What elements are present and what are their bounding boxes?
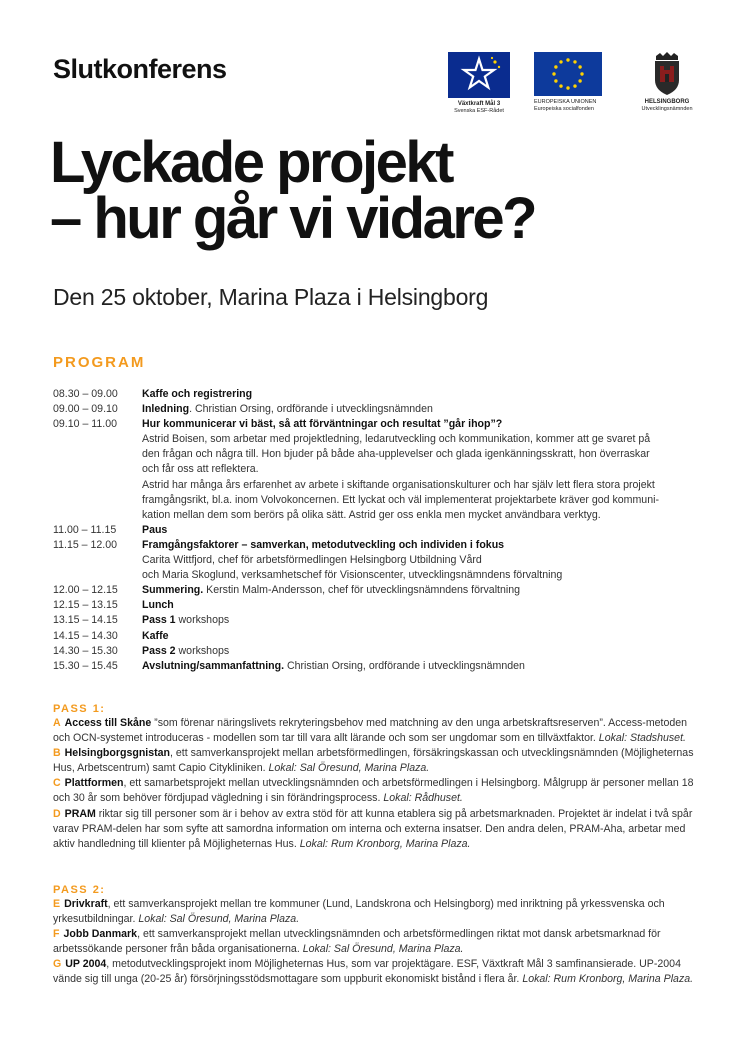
helsingborg-caption-1: HELSINGBORG (644, 99, 690, 105)
workshop-letter: F (53, 928, 60, 941)
pass-1-item (53, 716, 698, 746)
schedule-title-line (142, 598, 703, 613)
schedule-time: 13.15 – 14.15 (53, 614, 118, 627)
schedule-description (142, 644, 703, 659)
schedule-title-line (142, 583, 703, 598)
event-subtitle: Den 25 oktober, Marina Plaza i Helsingborg (53, 284, 489, 310)
workshop-text: riktar sig till personer som är i behov av extra stöd för att kunna etablera sig på arbetsmarknaden. Projektet är indelat i två spår varav PRAM-delen har som syfte att samordna information om interna och externa insatser. Den andra delen, PRAM-Aha, arbetar med aktiv handledning till klienter på Möjligheternas Hus. (53, 807, 693, 850)
pass-1-item (53, 776, 698, 806)
schedule-detail: workshops (175, 644, 230, 657)
schedule-title-line (142, 402, 703, 417)
workshop-letter: A (53, 717, 61, 729)
schedule-title-line (142, 613, 703, 628)
schedule-time: 12.00 – 12.15 (53, 584, 118, 597)
schedule-description (142, 523, 703, 538)
eu-caption-1: EUROPEISKA UNIONEN (534, 99, 597, 105)
vaxtkraft-caption-2: Svenska ESF-Rådet (454, 107, 504, 114)
eu-flag-icon (534, 52, 602, 96)
schedule-time: 14.30 – 15.30 (53, 644, 118, 657)
schedule-row (53, 598, 703, 613)
workshop-location: Lokal: Rum Kronborg, Marina Plaza. (299, 837, 471, 850)
schedule-row (53, 613, 703, 628)
schedule-title-line (142, 538, 703, 553)
pass-2-heading: PASS 2: (53, 884, 106, 896)
schedule-title-line (142, 523, 703, 538)
schedule-row (53, 538, 703, 583)
schedule-detail-line: och Maria Skoglund, verksamhetschef för Visionscenter, utvecklingsnämndens förvaltning (142, 569, 563, 582)
schedule-detail-line: framgångsrikt, bl.a. inom Volvokoncernen. Ett lyckat och väl implementerat projektarbete kräver god kommuni- (142, 493, 659, 506)
workshop-text: ”som förenar näringslivets rekryteringsbehov med matchning av den unga arbetskraftsreserven”. Access-metoden och OCN-systemet introduceras - modellen som tar till vara allt lärande och som ser ungdomar som en tillväxtfaktor. (53, 717, 688, 745)
schedule-row (53, 523, 703, 538)
schedule-description (142, 659, 703, 674)
schedule-time: 09.00 – 09.10 (53, 403, 118, 416)
vaxtkraft-logo (448, 52, 510, 114)
workshop-text: , ett samverkansprojekt mellan arbetsförmedlingen, försäkringskassan och utvecklingsnämnden (Möjligheternas Hus, Arbetscentrum) samt Capio Citykliniken. (53, 747, 694, 775)
workshop-letter: E (53, 898, 61, 910)
workshop-letter: D (53, 807, 61, 820)
schedule-description (142, 598, 703, 613)
schedule-title: Kaffe (142, 629, 169, 642)
schedule-row (53, 402, 703, 417)
headline-line-1: Lyckade projekt (50, 130, 452, 195)
workshop-title: PRAM (64, 807, 96, 820)
schedule-title: Pass 1 (142, 614, 176, 627)
schedule-detail-line: kation mellan dem som berörs på olika sätt. Astrid ger oss enkla men mycket användbara verktyg. (142, 508, 601, 521)
helsingborg-logo (636, 52, 698, 112)
helsingborg-crest-icon (652, 52, 682, 96)
schedule-detail-line: Carita Wittfjord, chef för arbetsförmedlingen Helsingborg Utbildning Vård (142, 554, 482, 567)
schedule-detail: workshops (175, 614, 230, 627)
schedule-detail: Christian Orsing, ordförande i utvecklingsnämnden (284, 659, 525, 672)
schedule-title: Kaffe och registrering (142, 388, 253, 400)
workshop-text: , metodutvecklingsprojekt inom Möjligheternas Hus, som var projektägare. ESF, Växtkraft Mål 3 samfinansierade. UP-2004 vände sig till unga (20-25 år) försörjningsstödsmottagare som uppburit ekonomiskt bistånd i flera år. (53, 958, 681, 986)
schedule-detail: . Christian Orsing, ordförande i utvecklingsnämnden (189, 403, 433, 416)
schedule-time: 08.30 – 09.00 (53, 388, 118, 400)
schedule-description (142, 629, 703, 644)
pass-1-heading: PASS 1: (53, 703, 106, 715)
headline-line-2: – hur går vi vidare? (50, 186, 536, 251)
pass-2-items (53, 897, 698, 988)
vaxtkraft-star-icon (448, 52, 510, 98)
schedule-row (53, 387, 703, 402)
workshop-letter: G (53, 958, 62, 971)
program-schedule (53, 387, 703, 674)
workshop-location: Lokal: Sal Öresund, Marina Plaza. (138, 913, 300, 926)
workshop-title: Plattformen (64, 777, 124, 790)
logo-row (448, 52, 698, 116)
workshop-location: Lokal: Sal Öresund, Marina Plaza. (268, 762, 430, 775)
workshop-letter: B (53, 747, 61, 760)
workshop-title: Drivkraft (64, 898, 108, 910)
program-heading: PROGRAM (53, 354, 146, 371)
schedule-title: Avslutning/sammanfattning. (142, 659, 285, 672)
schedule-row (53, 629, 703, 644)
vaxtkraft-caption-1: Växtkraft Mål 3 (457, 101, 501, 107)
schedule-time: 11.15 – 12.00 (53, 538, 118, 551)
schedule-row (53, 417, 703, 523)
schedule-row (53, 644, 703, 659)
schedule-description (142, 613, 703, 628)
schedule-time: 09.10 – 11.00 (53, 418, 118, 431)
schedule-detail-line: den frågan och några till. Hon bjuder på både aha-upplevelser och glada igenkänningsskratt, hon överraskar (142, 448, 650, 461)
pass-1-items (53, 716, 698, 852)
eu-logo (534, 52, 612, 112)
pass-1-section (53, 702, 698, 852)
workshop-location: Lokal: Rum Kronborg, Marina Plaza. (522, 973, 694, 986)
schedule-time: 15.30 – 15.45 (53, 659, 118, 672)
schedule-title-line (142, 417, 703, 432)
schedule-title: Framgångsfaktorer – samverkan, metodutveckling och individen i fokus (142, 538, 505, 551)
schedule-row (53, 659, 703, 674)
schedule-description (142, 583, 703, 598)
schedule-description (142, 402, 703, 417)
pass-1-item (53, 746, 698, 776)
pass-2-item (53, 897, 698, 927)
schedule-detail-line: Astrid Boisen, som arbetar med projektledning, ledarutveckling och kommunikation, kommer att ge svaret på (142, 433, 651, 446)
workshop-location: Lokal: Sal Öresund, Marina Plaza. (302, 943, 464, 956)
workshop-text: , ett samverkansprojekt mellan utvecklingsnämnden och arbetsförmedlingen riktat mot dansk arbetsmarknad för arbetssökande personer från båda organisationerna. (53, 928, 661, 956)
pass-1-item (53, 807, 698, 852)
schedule-detail-line: Astrid har många års erfarenhet av arbete i skiftande organisationskulturer och har själv lett flera stora projekt (142, 478, 655, 491)
headline (50, 130, 536, 251)
workshop-text: , ett samverkansprojekt mellan tre kommuner (Lund, Landskrona och Helsingborg) med inriktning på yrkessvenska och yrkesutbildningar. (53, 898, 665, 926)
eu-caption-2: Europeiska socialfonden (534, 105, 594, 112)
schedule-title-line (142, 659, 703, 674)
schedule-title-line (142, 387, 703, 402)
pass-2-section (53, 883, 698, 988)
schedule-time: 14.15 – 14.30 (53, 629, 118, 642)
pass-2-item (53, 957, 698, 987)
schedule-description (142, 387, 703, 402)
workshop-location: Lokal: Rådhuset. (383, 792, 463, 805)
schedule-title: Lunch (142, 599, 174, 612)
workshop-letter: C (53, 777, 61, 790)
pass-2-item (53, 927, 698, 957)
workshop-title: Jobb Danmark (63, 928, 138, 941)
helsingborg-caption-2: Utvecklingsnämnden (641, 105, 693, 112)
workshop-text: , ett samarbetsprojekt mellan utvecklingsnämnden och arbetsförmedlingen i Helsingborg. Målgrupp är personer mellan 18 och 30 år som behöver fördjupad vägledning i sin förändringsprocess. (53, 777, 694, 805)
schedule-title: Paus (142, 523, 168, 536)
workshop-title: Helsingborgsgnistan (64, 747, 171, 760)
workshop-location: Lokal: Stadshuset. (598, 732, 686, 745)
schedule-title-line (142, 644, 703, 659)
schedule-detail-line: och får oss att reflektera. (142, 463, 259, 476)
schedule-title: Inledning (142, 403, 190, 416)
schedule-row (53, 583, 703, 598)
conference-label: Slutkonferens (53, 54, 227, 84)
schedule-time: 11.00 – 11.15 (53, 523, 117, 536)
workshop-title: UP 2004 (65, 958, 107, 971)
workshop-title: Access till Skåne (64, 717, 152, 729)
schedule-time: 12.15 – 13.15 (53, 599, 118, 612)
schedule-title: Pass 2 (142, 644, 176, 657)
schedule-title: Summering. (142, 584, 204, 597)
schedule-title: Hur kommunicerar vi bäst, så att förväntningar och resultat ”går ihop”? (142, 418, 503, 431)
schedule-description (142, 417, 703, 523)
schedule-detail: Kerstin Malm-Andersson, chef för utvecklingsnämndens förvaltning (203, 584, 521, 597)
schedule-title-line (142, 629, 703, 644)
schedule-description (142, 538, 703, 583)
